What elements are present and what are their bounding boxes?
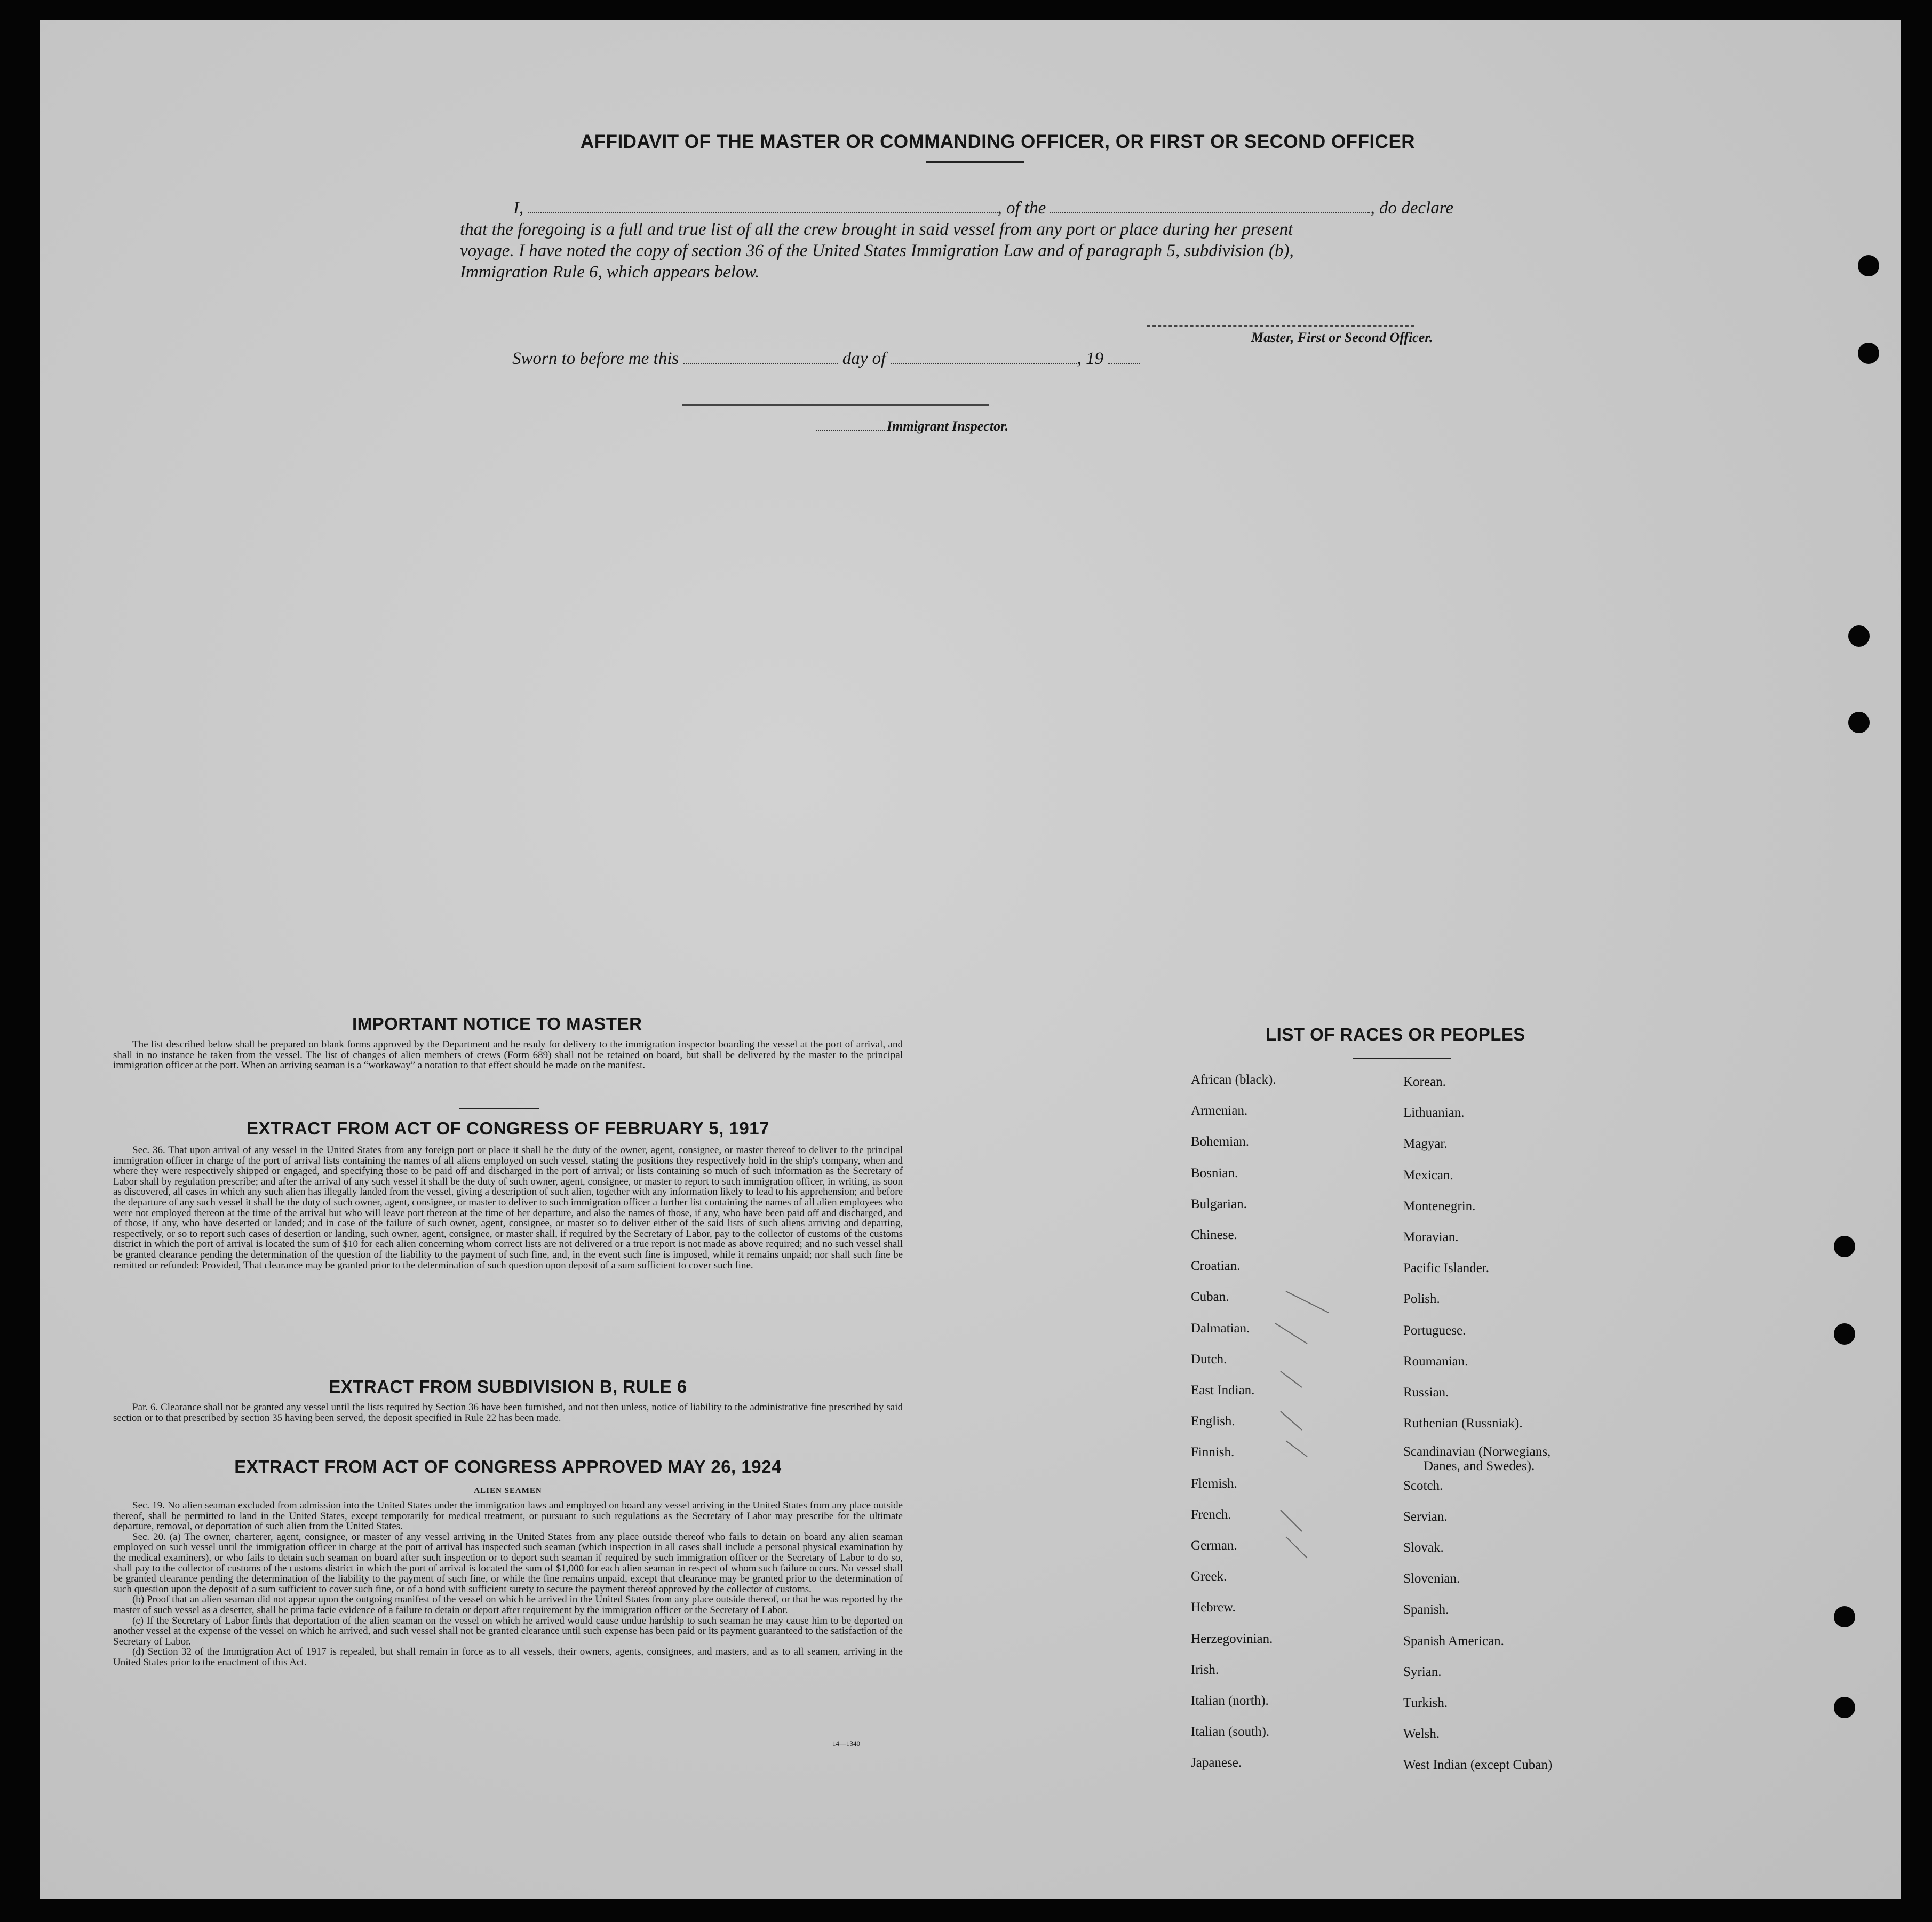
extract-1924-paragraph: (d) Section 32 of the Immigration Act of 1917 is repealed, but shall remain in force as to all vessels, their owners, agents, consignees, and masters, and as to all seamen, arriving in the United States prior to the enactment of this Act. bbox=[113, 1646, 903, 1668]
subdivision-text bbox=[113, 1402, 903, 1423]
race-item: Moravian. bbox=[1403, 1230, 1459, 1244]
race-item: Roumanian. bbox=[1403, 1354, 1468, 1369]
notice-paragraph: The list described below shall be prepared on blank forms approved by the Department and be ready for delivery to the immigration inspector boarding the vessel at the port of arrival, and shall in no instance be taken from the vessel. The list of changes of alien members of crews (Form 689) shall not be retained on board, but shall be delivered by the master to the principal immigration officer at the port. When an arriving seaman is a “workaway” a notation to that effect should be made on the manifest. bbox=[113, 1039, 903, 1071]
race-item: African (black). bbox=[1191, 1073, 1276, 1087]
race-item: Flemish. bbox=[1191, 1476, 1237, 1491]
sworn-month-field[interactable] bbox=[891, 351, 1077, 364]
race-item: Danes, and Swedes). bbox=[1424, 1459, 1535, 1473]
notice-text bbox=[113, 1039, 903, 1071]
race-item: Spanish American. bbox=[1403, 1634, 1504, 1648]
binder-hole bbox=[1858, 255, 1879, 276]
race-item: English. bbox=[1191, 1414, 1235, 1428]
race-item: German. bbox=[1191, 1538, 1237, 1553]
race-item: Korean. bbox=[1403, 1075, 1446, 1089]
race-item: Scotch. bbox=[1403, 1479, 1443, 1493]
sworn-year: , 19 bbox=[1077, 349, 1104, 368]
race-item: Ruthenian (Russniak). bbox=[1403, 1416, 1523, 1431]
race-item: Italian (north). bbox=[1191, 1694, 1269, 1708]
declaration-of-the: , of the bbox=[997, 198, 1046, 218]
binder-hole bbox=[1834, 1323, 1855, 1345]
extract-1924-paragraph: (b) Proof that an alien seaman did not appear upon the outgoing manifest of the vessel on which he arrived in the United States from any place outside thereof, or that he was reported by the master of such vessel as a deserter, shall be prima facie evidence of a failure to detain or deport after requirement by the immigration officer or the Secretary of Labor. bbox=[113, 1594, 903, 1616]
extract-1924-paragraph: Sec. 19. No alien seaman excluded from admission into the United States under the immigration laws and employed on board any vessel arriving in the United States from any place outside thereof, shall be permitted to land in the United States, except temporarily for medical treatment, or pursuant to such regulations as the Secretary of Labor may prescribe for the ultimate departure, removal, or deportation of such alien from the United States. bbox=[113, 1500, 903, 1532]
master-signature-label: Master, First or Second Officer. bbox=[1251, 330, 1433, 345]
master-signature-line[interactable] bbox=[1147, 325, 1414, 327]
vessel-name-field[interactable] bbox=[1050, 201, 1370, 213]
affidavit-title: AFFIDAVIT OF THE MASTER OR COMMANDING OFFICER, OR FIRST OR SECOND OFFICER bbox=[580, 131, 1416, 152]
race-item: Slovak. bbox=[1403, 1540, 1444, 1555]
race-item: Welsh. bbox=[1403, 1727, 1440, 1741]
race-item: Russian. bbox=[1403, 1385, 1449, 1400]
race-item: Chinese. bbox=[1191, 1228, 1237, 1242]
race-item: Bohemian. bbox=[1191, 1134, 1250, 1149]
extract-1924-paragraph: (c) If the Secretary of Labor finds that deportation of the alien seaman on the vessel on which he arrived would cause undue hardship to such seaman he may cause him to be deported on another vessel at the expense of the vessel on which he arrived, and such vessel shall not be granted clearance until such expense has been paid or its payment guaranteed to the satisfaction of the Secretary of Labor. bbox=[113, 1615, 903, 1647]
divider bbox=[926, 161, 1024, 163]
race-item: Portuguese. bbox=[1403, 1323, 1466, 1338]
binder-hole bbox=[1834, 1697, 1855, 1718]
extract-1924-text bbox=[113, 1500, 903, 1668]
subdivision-paragraph: Par. 6. Clearance shall not be granted any vessel until the lists required by Section 36 have been furnished, and not then unless, notice of liability to the administrative fine prescribed by said section or to that prescribed by section 35 having been served, the deposit specified in Rule 22 has been made. bbox=[113, 1402, 903, 1424]
inspector-signature-line[interactable] bbox=[682, 404, 989, 406]
race-item: Montenegrin. bbox=[1403, 1199, 1476, 1213]
race-item: West Indian (except Cuban) bbox=[1403, 1758, 1553, 1772]
sworn-line bbox=[512, 349, 1140, 369]
race-item: French. bbox=[1191, 1507, 1231, 1522]
race-item: Syrian. bbox=[1403, 1665, 1442, 1679]
race-item: Japanese. bbox=[1191, 1756, 1242, 1770]
declaration-do-declare: , do declare bbox=[1370, 198, 1453, 218]
race-item: Bulgarian. bbox=[1191, 1197, 1247, 1211]
declaration-i: I, bbox=[513, 198, 524, 218]
races-title: LIST OF RACES OR PEOPLES bbox=[1266, 1024, 1525, 1044]
pencil-marks bbox=[1270, 1281, 1345, 1579]
form-number: 14—1340 bbox=[832, 1740, 860, 1748]
extract-1924-title: EXTRACT FROM ACT OF CONGRESS APPROVED MAY 26, 1924 bbox=[234, 1457, 782, 1476]
race-item: Turkish. bbox=[1403, 1696, 1448, 1710]
race-item: Bosnian. bbox=[1191, 1166, 1238, 1180]
race-item: Cuban. bbox=[1191, 1290, 1229, 1304]
inspector-label: Immigrant Inspector. bbox=[887, 418, 1009, 434]
sworn-year-field[interactable] bbox=[1108, 351, 1140, 364]
extract-1924-paragraph: Sec. 20. (a) The owner, charterer, agent, consignee, or master of any vessel arriving in the United States from any place outside thereof who fails to detain on board any alien seaman employed on such vessel until the immigration officer in charge at the port of arrival has inspected such seaman (which inspection in all cases shall include a personal physical examination by the medical examiners), or who fails to detain such seaman on board after such inspection or to deport such seaman if required by such immigration officer or the Secretary of Labor to do so, shall pay to the collector of customs of the customs district in which the port of arrival is located the sum of $1,000 for each alien seaman in respect of whom such failure occurs. No vessel shall be granted clearance pending the determination of the liability to the payment of such fine, or while the fine remains unpaid, except that clearance may be granted prior to the determination of such question upon the deposit of a sum sufficient to cover such fine, or of a bond with sufficient surety to secure the payment thereof approved by the collector of customs. bbox=[113, 1531, 903, 1595]
race-item: Armenian. bbox=[1191, 1103, 1248, 1118]
race-item: Pacific Islander. bbox=[1403, 1261, 1490, 1275]
race-item: Spanish. bbox=[1403, 1602, 1449, 1617]
subdivision-title: EXTRACT FROM SUBDIVISION B, RULE 6 bbox=[329, 1377, 687, 1396]
race-item: Dutch. bbox=[1191, 1352, 1227, 1367]
divider bbox=[1353, 1058, 1451, 1059]
race-item: Greek. bbox=[1191, 1569, 1227, 1584]
race-item: Finnish. bbox=[1191, 1445, 1235, 1459]
declaration bbox=[460, 197, 1495, 283]
race-item: Scandinavian (Norwegians, bbox=[1403, 1444, 1551, 1459]
race-item: Irish. bbox=[1191, 1663, 1219, 1677]
race-item: East Indian. bbox=[1191, 1383, 1255, 1397]
race-item: Hebrew. bbox=[1191, 1600, 1236, 1615]
extract-1917-paragraph: Sec. 36. That upon arrival of any vessel in the United States from any foreign port or place it shall be the duty of the owner, agent, consignee, or master thereof to deliver to the principal immigration officer in charge of the port of arrival lists containing the names of all aliens employed on such vessel, stating the positions they respectively hold in the ship's company, when and where they were respectively shipped or engaged, and specifying those to be paid off and discharged in the port of arrival; or lists containing so much of such information as the Secretary of Labor shall by regulation prescribe; and after the arrival of any such vessel it shall be the duty of such owner, agent, consignee, or master to report to such immigration officer, in writing, as soon as discovered, all cases in which any such alien has illegally landed from the vessel, giving a description of such alien, together with any information likely to lead to his apprehension; and before the departure of any such vessel it shall be the duty of such owner, agent, consignee, or master to deliver to such immigration officer a further list containing the names of all alien employees who were not employed thereon at the time of the arrival but who will leave port thereon at the time of her departure, and also the names of those, if any, who have been paid off and discharged, and of those, if any, who have deserted or landed; and in case of the failure of such owner, agent, consignee, or master so to deliver either of the said lists of such aliens arriving and departing, respectively, or so to report such cases of desertion or landing, such owner, agent, consignee, or master shall, if required by the Secretary of Labor, pay to the collector of customs of the customs district in which the port of arrival is located the sum of $10 for each alien concerning whom correct lists are not delivered or a true report is not made as above required; and no such vessel shall be granted clearance pending the determination of the question of the liability to the payment of such fine, and, in the event such fine is imposed, while it remains unpaid; nor shall such fine be remitted or refunded: Provided, That clearance may be granted prior to the determination of such question upon deposit of a sum sufficient to cover such fine. bbox=[113, 1145, 903, 1271]
race-item: Polish. bbox=[1403, 1292, 1440, 1306]
binder-hole bbox=[1848, 625, 1870, 647]
inspector-line bbox=[816, 418, 1008, 434]
race-item: Lithuanian. bbox=[1403, 1106, 1465, 1120]
races-list-right bbox=[1403, 1075, 1670, 1784]
race-item: Croatian. bbox=[1191, 1259, 1241, 1273]
race-item: Dalmatian. bbox=[1191, 1321, 1250, 1336]
binder-hole bbox=[1834, 1236, 1855, 1257]
declaration-line-2: that the foregoing is a full and true list of all the crew brought in said vessel from any port or place during her present bbox=[460, 220, 1293, 239]
binder-hole bbox=[1834, 1606, 1855, 1627]
extract-1924-subtitle: ALIEN SEAMEN bbox=[474, 1487, 542, 1495]
binder-hole bbox=[1858, 343, 1879, 364]
race-item: Servian. bbox=[1403, 1510, 1448, 1524]
declaration-line-3: voyage. I have noted the copy of section 36 of the United States Immigration Law and of paragraph 5, subdivision (b), bbox=[460, 241, 1294, 260]
declaration-line-1 bbox=[460, 197, 1495, 219]
binder-hole bbox=[1848, 712, 1870, 733]
sworn-day-of: day of bbox=[842, 349, 886, 368]
master-name-field[interactable] bbox=[528, 201, 998, 213]
notice-title: IMPORTANT NOTICE TO MASTER bbox=[352, 1014, 642, 1034]
race-item: Mexican. bbox=[1403, 1168, 1453, 1182]
race-item: Slovenian. bbox=[1403, 1571, 1460, 1586]
divider bbox=[459, 1108, 539, 1109]
extract-1917-text bbox=[113, 1145, 903, 1270]
race-item: Magyar. bbox=[1403, 1137, 1448, 1151]
race-item: Herzegovinian. bbox=[1191, 1632, 1273, 1646]
sworn-prefix: Sworn to before me this bbox=[512, 349, 679, 368]
inspector-name-field[interactable] bbox=[816, 423, 885, 431]
declaration-line-4: Immigration Rule 6, which appears below. bbox=[460, 263, 760, 282]
sworn-day-field[interactable] bbox=[683, 351, 838, 364]
race-item: Italian (south). bbox=[1191, 1725, 1270, 1739]
extract-1917-title: EXTRACT FROM ACT OF CONGRESS OF FEBRUARY 5, 1917 bbox=[247, 1118, 769, 1138]
